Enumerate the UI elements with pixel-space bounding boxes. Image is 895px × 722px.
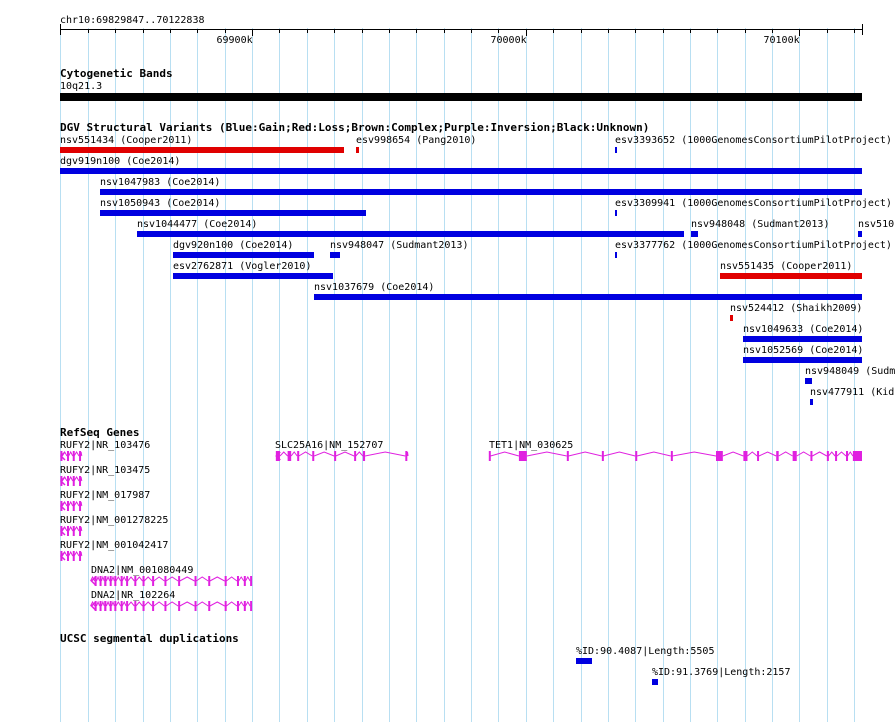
refseq-gene-model[interactable] [60,451,81,461]
dgv-track-title: DGV Structural Variants (Blue:Gain;Red:Loss;Brown:Complex;Purple:Inversion;Black:Unknown) [60,121,650,134]
refseq-gene-label: DNA2|NM_001080449 [91,565,194,576]
dgv-variant-label: nsv551434 (Cooper2011) [60,135,193,146]
dgv-variant-label: esv2762871 (Vogler2010) [173,261,312,272]
dgv-variant-label: nsv948048 (Sudmant2013) [691,219,830,230]
region-label: chr10:69829847..70122838 [60,15,205,26]
dgv-variant-label: nsv510 [858,219,895,230]
refseq-gene-label: SLC25A16|NM_152707 [275,440,384,451]
dgv-variant-label: nsv1037679 (Coe2014) [314,282,435,293]
refseq-gene-model[interactable] [276,451,408,461]
dgv-variant-label: nsv948047 (Sudmant2013) [330,240,469,251]
segdup-bar[interactable] [652,679,658,685]
dgv-variant-label: esv3309941 (1000GenomesConsortiumPilotProject) [615,198,892,209]
dgv-variant-label: esv3377762 (1000GenomesConsortiumPilotProject) [615,240,892,251]
ruler-tick-label: 69900k [216,35,253,46]
dgv-variant-label: nsv948049 (Sudm [805,366,895,377]
dgv-variant-label: dgv919n100 (Coe2014) [60,156,181,167]
dgv-variant-label: nsv1050943 (Coe2014) [100,198,221,209]
dgv-variant-label: nsv477911 (Kid [810,387,895,398]
segdup-track-title: UCSC segmental duplications [60,632,239,645]
refseq-gene-model[interactable] [60,551,81,561]
refseq-gene-model[interactable] [91,576,253,586]
dgv-variant-label: dgv920n100 (Coe2014) [173,240,294,251]
refseq-gene-label: DNA2|NR_102264 [91,590,176,601]
refseq-gene-model[interactable] [60,501,81,511]
dgv-variant-label: nsv1052569 (Coe2014) [743,345,864,356]
refseq-gene-label: RUFY2|NR_103475 [60,465,151,476]
dgv-variant-label: nsv551435 (Cooper2011) [720,261,853,272]
refseq-gene-model[interactable] [91,601,253,611]
segdup-label: %ID:91.3769|Length:2157 [652,667,791,678]
refseq-gene-label: RUFY2|NM_001278225 [60,515,169,526]
refseq-track-title: RefSeq Genes [60,426,140,439]
cytoband-label: 10q21.3 [60,81,103,92]
refseq-gene-label: RUFY2|NM_001042417 [60,540,169,551]
refseq-gene-label: RUFY2|NR_103476 [60,440,151,451]
dgv-variant-label: nsv1049633 (Coe2014) [743,324,864,335]
refseq-gene-label: RUFY2|NM_017987 [60,490,151,501]
dgv-variant-label: nsv524412 (Shaikh2009) [730,303,863,314]
refseq-gene-model[interactable] [489,451,862,461]
segdup-bar[interactable] [576,658,592,664]
cytoband-track-title: Cytogenetic Bands [60,67,173,80]
refseq-gene-model[interactable] [60,526,81,536]
dgv-variant-label: nsv1044477 (Coe2014) [137,219,258,230]
ruler-tick-label: 70100k [763,35,800,46]
refseq-gene-model[interactable] [60,476,81,486]
dgv-variant-label: esv3393652 (1000GenomesConsortiumPilotProject) [615,135,892,146]
segdup-label: %ID:90.4087|Length:5505 [576,646,715,657]
refseq-gene-label: TET1|NM_030625 [489,440,574,451]
ruler-tick-label: 70000k [490,35,527,46]
dgv-variant-label: esv998654 (Pang2010) [356,135,477,146]
dgv-variant-label: nsv1047983 (Coe2014) [100,177,221,188]
